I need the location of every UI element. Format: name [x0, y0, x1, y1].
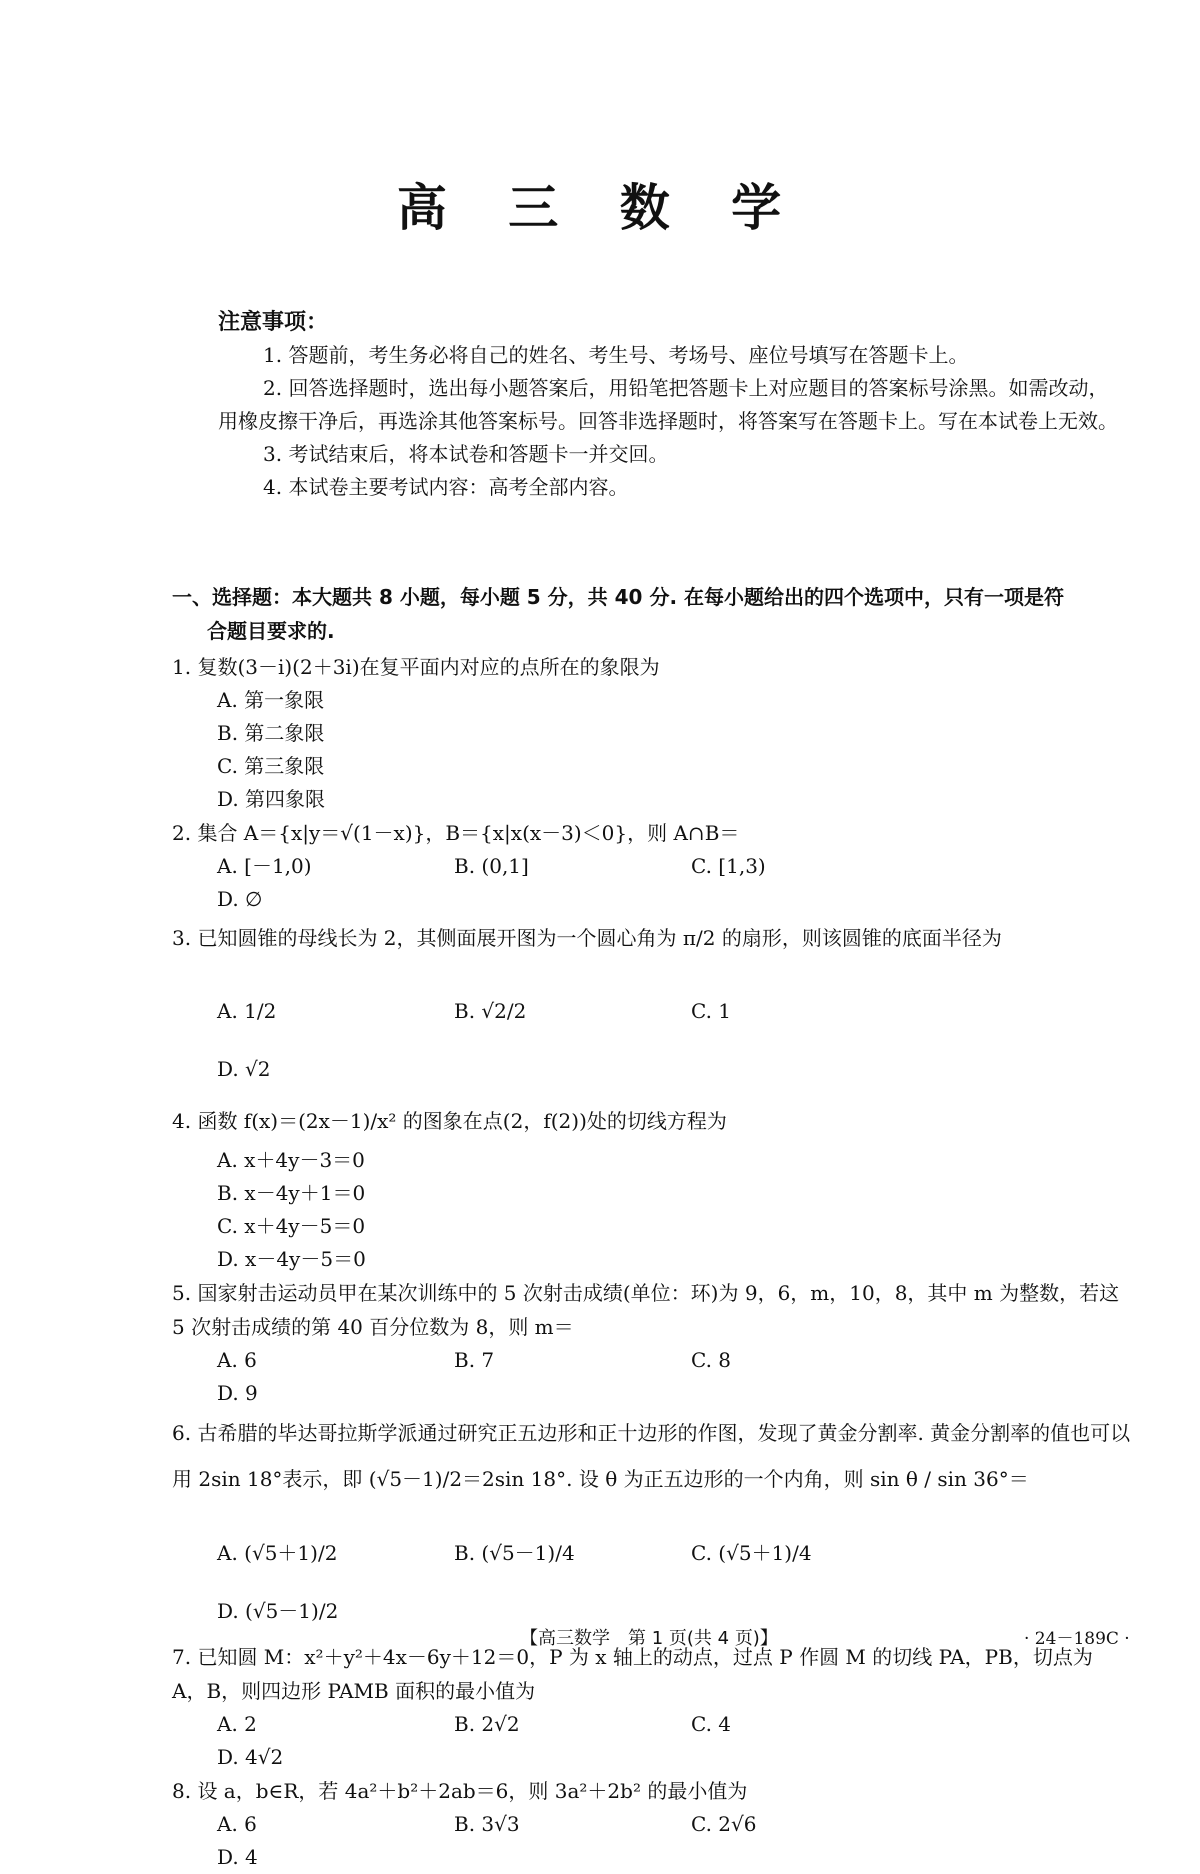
question-text: 5. 国家射击运动员甲在某次训练中的 5 次射击成绩(单位：环)为 9，6，m，10，8，其中 m 为整数，若这 5 次射击成绩的第 40 百分位数为 8，则 m＝ — [172, 1281, 1120, 1339]
question-text: 4. 函数 f(x)＝(2x－1)/x² 的图象在点(2，f(2))处的切线方程为 — [172, 1109, 727, 1133]
option-a: A. 6 — [217, 1812, 257, 1836]
option-d: D. (√5－1)/2 — [217, 1599, 339, 1623]
option-c: C. x＋4y－5＝0 — [217, 1214, 366, 1238]
option-b: B. (0,1] — [454, 854, 529, 878]
options — [172, 960, 1132, 1098]
option-c: C. [1,3) — [691, 854, 766, 878]
option-b: B. 第二象限 — [217, 721, 325, 745]
options — [172, 850, 1132, 916]
option-d: D. 4 — [217, 1845, 258, 1869]
notice-item: 3. 考试结束后，将本试卷和答题卡一并交回。 — [263, 442, 669, 466]
option-b: B. 2√2 — [454, 1712, 520, 1736]
section-heading-line2: 合题目要求的. — [207, 619, 335, 643]
question-1 — [172, 650, 1132, 816]
question-text: 6. 古希腊的毕达哥拉斯学派通过研究正五边形和正十边形的作图，发现了黄金分割率. 黄金分割率的值也可以用 2sin 18°表示，即 (√5－1)/2＝2sin 18°. 设 θ 为正五边形的一个内角，则 sin θ / sin 36°＝ — [172, 1421, 1131, 1491]
notice-list — [218, 339, 1118, 504]
options — [172, 1344, 1132, 1410]
option-c: C. 2√6 — [691, 1812, 757, 1836]
question-text: 3. 已知圆锥的母线长为 2，其侧面展开图为一个圆心角为 π/2 的扇形，则该圆锥的底面半径为 — [172, 926, 1002, 950]
option-c: C. 8 — [691, 1348, 732, 1372]
section-heading — [172, 580, 1122, 648]
option-d: D. √2 — [217, 1057, 271, 1081]
option-a: A. 6 — [217, 1348, 257, 1372]
page-footer: 【高三数学 第 1 页(共 4 页)】 — [520, 1628, 778, 1649]
option-a: A. 1/2 — [217, 999, 277, 1023]
page-title: 高 三 数 学 — [396, 179, 804, 237]
options — [172, 1808, 1132, 1874]
question-list — [172, 650, 1132, 1874]
option-b: B. √2/2 — [454, 999, 527, 1023]
question-8 — [172, 1774, 1132, 1874]
option-b: B. 3√3 — [454, 1812, 520, 1836]
question-4 — [172, 1098, 1132, 1276]
option-c: C. 4 — [691, 1712, 732, 1736]
option-d: D. ∅ — [217, 887, 263, 911]
options — [172, 1502, 1132, 1640]
option-b: B. x－4y＋1＝0 — [217, 1181, 366, 1205]
option-b: B. 7 — [454, 1348, 495, 1372]
question-6 — [172, 1410, 1132, 1640]
question-5 — [172, 1276, 1132, 1410]
option-a: A. 第一象限 — [217, 688, 325, 712]
option-a: A. x＋4y－3＝0 — [217, 1148, 365, 1172]
notice-item: 2. 回答选择题时，选出每小题答案后，用铅笔把答题卡上对应题目的答案标号涂黑。如需改动，用橡皮擦干净后，再选涂其他答案标号。回答非选择题时，将答案写在答题卡上。写在本试卷上无效。 — [218, 376, 1118, 433]
notice-heading: 注意事项： — [218, 310, 329, 335]
option-d: D. 4√2 — [217, 1745, 284, 1769]
section-heading-line1: 一、选择题：本大题共 8 小题，每小题 5 分，共 40 分. 在每小题给出的四个选项中，只有一项是符 — [172, 585, 1065, 609]
question-text: 1. 复数(3－i)(2＋3i)在复平面内对应的点所在的象限为 — [172, 655, 660, 679]
notice-item: 4. 本试卷主要考试内容：高考全部内容。 — [263, 475, 629, 499]
question-text: 2. 集合 A＝{x|y＝√(1－x)}，B＝{x|x(x－3)＜0}，则 A∩B＝ — [172, 821, 740, 845]
option-c: C. (√5＋1)/4 — [691, 1541, 812, 1565]
question-text: 7. 已知圆 M：x²＋y²＋4x－6y＋12＝0，P 为 x 轴上的动点，过点 P 作圆 M 的切线 PA，PB，切点为 A，B，则四边形 PAMB 面积的最小值为 — [172, 1645, 1093, 1703]
option-d: D. 9 — [217, 1381, 258, 1405]
option-a: A. (√5＋1)/2 — [217, 1541, 338, 1565]
exam-code: · 24－189C · — [1024, 1629, 1130, 1649]
option-c: C. 1 — [691, 999, 732, 1023]
option-d: D. 第四象限 — [217, 787, 326, 811]
options — [172, 1708, 1132, 1774]
option-a: A. 2 — [217, 1712, 257, 1736]
option-d: D. x－4y－5＝0 — [217, 1247, 366, 1271]
options — [172, 1144, 1132, 1276]
question-3 — [172, 916, 1132, 1098]
question-2 — [172, 816, 1132, 916]
option-a: A. [－1,0) — [217, 854, 312, 878]
option-c: C. 第三象限 — [217, 754, 325, 778]
question-text: 8. 设 a，b∈R，若 4a²＋b²＋2ab＝6，则 3a²＋2b² 的最小值为 — [172, 1779, 748, 1803]
option-b: B. (√5－1)/4 — [454, 1541, 575, 1565]
notice-item: 1. 答题前，考生务必将自己的姓名、考生号、考场号、座位号填写在答题卡上。 — [263, 343, 969, 367]
options — [172, 684, 1132, 816]
question-7 — [172, 1640, 1132, 1774]
